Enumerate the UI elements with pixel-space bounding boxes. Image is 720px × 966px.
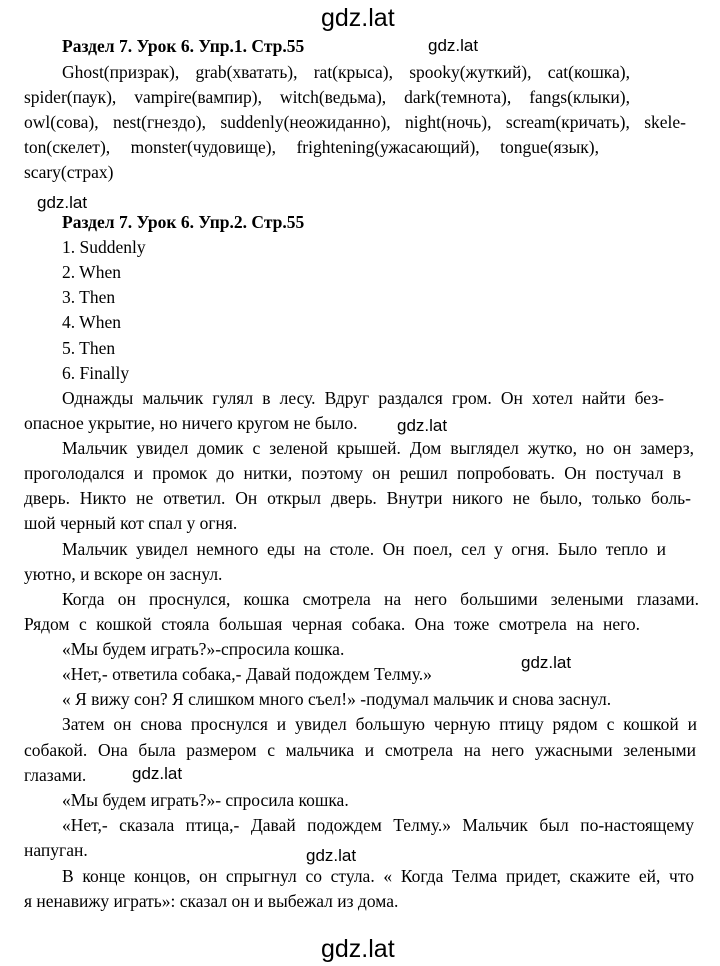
ex2-item: 6. Finally [62,363,130,383]
story-line: собакой. Она была размером с мальчика и смотрела на него ужасными зелеными [24,740,696,760]
story-line: уютно, и вскоре он заснул. [24,564,223,584]
ex1-line: owl(сова), nest(гнездо), suddenly(неожиданно), night(ночь), scream(кричать), skele- [24,112,686,132]
story-line: «Мы будем играть?»-спросила кошка. [62,639,345,659]
story-line: Затем он снова проснулся и увидел большую черную птицу рядом с кошкой и [62,714,697,734]
ex2-item: 3. Then [62,287,116,307]
ex1-heading: Раздел 7. Урок 6. Упр.1. Стр.55 [62,36,305,56]
ex2-item: 2. When [62,262,121,282]
story-line: Мальчик увидел немного еды на столе. Он поел, сел у огня. Было тепло и [62,539,666,559]
watermark: gdz.lat [521,653,572,672]
watermark: gdz.lat [397,416,448,435]
watermark: gdz.lat [428,36,479,55]
watermark: gdz.lat [132,764,183,783]
story-line: дверь. Никто не ответил. Он открыл дверь. Внутри никого не было, только боль- [24,488,691,508]
ex2-heading: Раздел 7. Урок 6. Упр.2. Стр.55 [62,212,305,232]
story-line: «Мы будем играть?»- спросила кошка. [62,790,349,810]
story-line: « Я вижу сон? Я слишком много съел!» -подумал мальчик и снова заснул. [62,689,612,709]
watermark-bottom: gdz.lat [321,935,395,963]
ex1-line: Ghost(призрак), grab(хватать), rat(крыса), spooky(жуткий), cat(кошка), [62,62,630,82]
story-line: «Нет,- ответила собака,- Давай подождем Телму.» [62,664,432,684]
story-line: Когда он проснулся, кошка смотрела на него большими зелеными глазами. [62,589,699,609]
story-line: «Нет,- сказала птица,- Давай подождем Телму.» Мальчик был по-настоящему [62,815,694,835]
story-line: Однажды мальчик гулял в лесу. Вдруг раздался гром. Он хотел найти без- [62,388,664,408]
ex2-item: 1. Suddenly [62,237,146,257]
story-line: проголодался и промок до нитки, поэтому он решил попробовать. Он постучал в [24,463,681,483]
story-line: опасное укрытие, но ничего кругом не было. [24,413,358,433]
story-line: Рядом с кошкой стояла большая черная собака. Она тоже смотрела на него. [24,614,640,634]
story-line: В конце концов, он спрыгнул со стула. « Когда Телма придет, скажите ей, что [62,866,694,886]
watermark: gdz.lat [37,193,88,212]
ex2-item: 5. Then [62,338,116,358]
ex1-line: spider(паук), vampire(вампир), witch(ведьма), dark(темнота), fangs(клыки), [24,87,630,107]
story-line: шой черный кот спал у огня. [24,513,238,533]
ex2-item: 4. When [62,312,121,332]
watermark: gdz.lat [306,846,357,865]
story-line: Мальчик увидел домик с зеленой крышей. Дом выглядел жутко, но он замерз, [62,438,694,458]
ex1-line: ton(скелет), monster(чудовище), frightening(ужасающий), tongue(язык), [24,137,599,157]
watermark-top: gdz.lat [321,4,395,32]
story-line: глазами. [24,765,87,785]
ex1-line: scary(страх) [24,162,114,182]
story-line: напуган. [24,840,88,860]
story-line: я ненавижу играть»: сказал он и выбежал из дома. [24,891,399,911]
